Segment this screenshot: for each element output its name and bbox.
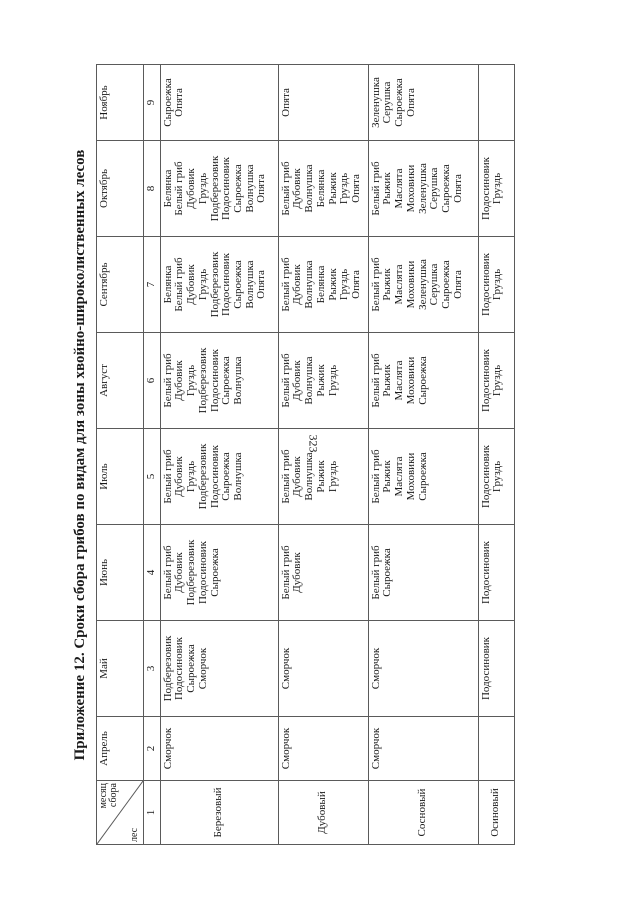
mushroom-name: Белянка <box>314 169 327 208</box>
mushroom-name: Сыроежка <box>161 78 174 127</box>
mushroom-name: Моховики <box>404 260 417 309</box>
mushroom-name: Дубовик <box>291 264 304 305</box>
mushroom-name: Подосиновик <box>173 636 186 701</box>
mushroom-name: Подосиновик <box>479 444 492 509</box>
mushroom-name: Рыжик <box>314 460 327 493</box>
column-number-row <box>144 65 161 845</box>
mushroom-name: Груздь <box>338 268 351 301</box>
mushroom-cell <box>278 333 368 429</box>
mushroom-cell <box>478 141 514 237</box>
mushroom-name: Рыжик <box>381 460 394 493</box>
mushroom-cell <box>160 237 278 333</box>
mushroom-cell <box>478 717 514 781</box>
rotated-page-content <box>72 65 612 845</box>
mushroom-name: Белый гриб <box>173 257 186 312</box>
mushroom-name: Груздь <box>491 172 504 205</box>
mushroom-name: Белый гриб <box>161 545 174 600</box>
mushroom-name: Рыжик <box>314 364 327 397</box>
mushroom-name: Подберезовик <box>196 347 209 414</box>
mushroom-name: Груздь <box>326 364 339 397</box>
mushroom-name: Моховики <box>404 356 417 405</box>
mushroom-name: Белый гриб <box>369 545 382 600</box>
mushroom-name: Рыжик <box>326 268 339 301</box>
month-header: Июнь <box>97 525 144 621</box>
mushroom-name: Рыжик <box>326 172 339 205</box>
mushroom-name: Груздь <box>185 460 198 493</box>
mushroom-name: Белый гриб <box>161 449 174 504</box>
mushroom-name: Сморчок <box>196 647 209 690</box>
mushroom-cell <box>368 717 478 781</box>
month-header: Апрель <box>97 717 144 781</box>
mushroom-cell <box>278 65 368 141</box>
mushroom-cell <box>160 65 278 141</box>
mushroom-table <box>96 64 515 845</box>
mushroom-name: Подосиновик <box>479 156 492 221</box>
mushroom-name: Сыроежка <box>231 260 244 309</box>
page-number: 323 <box>306 434 321 453</box>
column-number: 8 <box>144 141 161 237</box>
mushroom-name: Дубовик <box>173 360 186 401</box>
mushroom-name: Груздь <box>196 268 209 301</box>
mushroom-name: Опята <box>451 270 464 299</box>
mushroom-name: Сыроежка <box>393 78 406 127</box>
mushroom-cell <box>368 429 478 525</box>
mushroom-name: Опята <box>255 270 268 299</box>
column-number: 5 <box>144 429 161 525</box>
mushroom-name: Дубовик <box>173 456 186 497</box>
mushroom-name: Дубовик <box>185 168 198 209</box>
mushroom-name: Белый гриб <box>369 161 382 216</box>
mushroom-name: Волнушка <box>303 356 316 405</box>
mushroom-name: Зеленушка <box>416 163 429 214</box>
mushroom-name: Подосиновик <box>479 252 492 317</box>
mushroom-cell <box>478 237 514 333</box>
table-body <box>97 65 515 845</box>
mushroom-name: Моховики <box>404 164 417 213</box>
month-header: Ноябрь <box>97 65 144 141</box>
mushroom-name: Сыроежка <box>416 356 429 405</box>
mushroom-name: Опята <box>255 174 268 203</box>
mushroom-name: Серушка <box>428 167 441 210</box>
mushroom-cell <box>278 141 368 237</box>
column-number: 9 <box>144 65 161 141</box>
mushroom-name: Опята <box>349 270 362 299</box>
mushroom-name: Сморчок <box>369 727 382 770</box>
mushroom-name: Белый гриб <box>161 353 174 408</box>
mushroom-name: Груздь <box>338 172 351 205</box>
mushroom-cell <box>160 333 278 429</box>
mushroom-cell <box>368 525 478 621</box>
document-title: Приложение 12. Сроки сбора грибов по видам для зоны хвойно-широколиственных лесов <box>72 149 88 761</box>
mushroom-name: Серушка <box>428 263 441 306</box>
mushroom-name: Серушка <box>381 81 394 124</box>
mushroom-name: Подосиновик <box>479 348 492 413</box>
column-number: 6 <box>144 333 161 429</box>
mushroom-name: Подосиновик <box>196 540 209 605</box>
mushroom-name: Груздь <box>491 364 504 397</box>
column-number: 1 <box>144 781 161 845</box>
mushroom-cell <box>278 717 368 781</box>
mushroom-name: Белянка <box>314 265 327 304</box>
mushroom-name: Рыжик <box>381 268 394 301</box>
month-header: Май <box>97 621 144 717</box>
mushroom-cell <box>160 141 278 237</box>
mushroom-name: Подосиновик <box>220 252 233 317</box>
mushroom-name: Подберезовик <box>185 539 198 606</box>
mushroom-name: Белый гриб <box>279 545 292 600</box>
mushroom-name: Груздь <box>185 364 198 397</box>
mushroom-cell <box>160 429 278 525</box>
column-number: 2 <box>144 717 161 781</box>
forest-type-cell: Дубовый <box>278 781 368 845</box>
month-header: Июль <box>97 429 144 525</box>
mushroom-name: Рыжик <box>381 364 394 397</box>
mushroom-name: Белый гриб <box>279 161 292 216</box>
mushroom-cell <box>368 65 478 141</box>
mushroom-name: Груздь <box>326 460 339 493</box>
mushroom-name: Волнушка <box>231 356 244 405</box>
mushroom-name: Дубовик <box>291 360 304 401</box>
mushroom-name: Сыроежка <box>439 164 452 213</box>
table-row <box>278 65 368 845</box>
mushroom-cell <box>478 333 514 429</box>
mushroom-name: Сморчок <box>369 647 382 690</box>
column-number: 3 <box>144 621 161 717</box>
mushroom-name: Сыроежка <box>439 260 452 309</box>
mushroom-name: Зеленушка <box>369 77 382 128</box>
mushroom-name: Белый гриб <box>173 161 186 216</box>
mushroom-name: Дубовик <box>291 456 304 497</box>
mushroom-name: Сыроежка <box>416 452 429 501</box>
mushroom-name: Маслята <box>393 360 406 401</box>
mushroom-cell <box>160 717 278 781</box>
mushroom-name: Белый гриб <box>369 449 382 504</box>
mushroom-name: Волнушка <box>303 452 316 501</box>
mushroom-cell <box>160 525 278 621</box>
mushroom-cell <box>278 621 368 717</box>
mushroom-name: Опята <box>349 174 362 203</box>
forest-type-cell: Осиновый <box>478 781 514 845</box>
column-number: 7 <box>144 237 161 333</box>
mushroom-name: Опята <box>451 174 464 203</box>
mushroom-name: Дубовик <box>291 552 304 593</box>
corner-forest-label: лес <box>129 827 141 842</box>
mushroom-name: Сыроежка <box>381 548 394 597</box>
mushroom-name: Дубовик <box>185 264 198 305</box>
mushroom-name: Подосиновик <box>220 156 233 221</box>
mushroom-name: Рыжик <box>381 172 394 205</box>
mushroom-name: Маслята <box>393 456 406 497</box>
header-row <box>97 65 144 845</box>
mushroom-cell <box>278 237 368 333</box>
mushroom-name: Белый гриб <box>279 353 292 408</box>
mushroom-name: Дубовик <box>291 168 304 209</box>
mushroom-name: Белый гриб <box>279 257 292 312</box>
mushroom-cell <box>278 429 368 525</box>
month-header: Октябрь <box>97 141 144 237</box>
mushroom-name: Волнушка <box>243 260 256 309</box>
mushroom-cell <box>368 141 478 237</box>
forest-type-cell: Сосновый <box>368 781 478 845</box>
mushroom-name: Груздь <box>196 172 209 205</box>
mushroom-cell <box>478 525 514 621</box>
mushroom-name: Белянка <box>161 265 174 304</box>
mushroom-name: Волнушка <box>243 164 256 213</box>
mushroom-name: Маслята <box>393 168 406 209</box>
mushroom-name: Зеленушка <box>416 259 429 310</box>
mushroom-cell <box>160 621 278 717</box>
mushroom-name: Опята <box>173 88 186 117</box>
mushroom-name: Белый гриб <box>369 353 382 408</box>
mushroom-name: Сморчок <box>279 727 292 770</box>
mushroom-name: Подосиновик <box>479 540 492 605</box>
table-row <box>160 65 278 845</box>
mushroom-cell <box>478 429 514 525</box>
forest-type-cell: Березовый <box>160 781 278 845</box>
mushroom-cell <box>278 525 368 621</box>
mushroom-name: Белый гриб <box>279 449 292 504</box>
corner-month-line: месяц <box>98 783 109 809</box>
month-header: Сентябрь <box>97 237 144 333</box>
mushroom-cell <box>368 621 478 717</box>
mushroom-name: Подосиновик <box>479 636 492 701</box>
corner-month-label <box>99 783 119 808</box>
mushroom-name: Сыроежка <box>185 644 198 693</box>
mushroom-name: Волнушка <box>303 164 316 213</box>
mushroom-name: Волнушка <box>303 260 316 309</box>
mushroom-name: Подберезовик <box>208 251 221 318</box>
mushroom-name: Белянка <box>161 169 174 208</box>
mushroom-name: Опята <box>279 88 292 117</box>
mushroom-name: Подосиновик <box>208 348 221 413</box>
mushroom-cell <box>478 621 514 717</box>
mushroom-name: Моховики <box>404 452 417 501</box>
mushroom-name: Сморчок <box>161 727 174 770</box>
mushroom-name: Подберезовик <box>161 635 174 702</box>
mushroom-name: Груздь <box>491 460 504 493</box>
table-row <box>368 65 478 845</box>
mushroom-cell <box>368 333 478 429</box>
mushroom-name: Сыроежка <box>208 548 221 597</box>
mushroom-name: Подосиновик <box>208 444 221 509</box>
column-number: 4 <box>144 525 161 621</box>
table-row <box>478 65 514 845</box>
mushroom-name: Сморчок <box>279 647 292 690</box>
corner-header-cell <box>97 781 144 845</box>
mushroom-name: Сыроежка <box>220 356 233 405</box>
month-header: Август <box>97 333 144 429</box>
corner-month-line: сбора <box>108 783 119 808</box>
mushroom-name: Подберезовик <box>196 443 209 510</box>
mushroom-name: Маслята <box>393 264 406 305</box>
mushroom-name: Дубовик <box>173 552 186 593</box>
mushroom-cell <box>368 237 478 333</box>
mushroom-name: Белый гриб <box>369 257 382 312</box>
mushroom-name: Сыроежка <box>231 164 244 213</box>
mushroom-name: Груздь <box>491 268 504 301</box>
mushroom-name: Сыроежка <box>220 452 233 501</box>
mushroom-name: Опята <box>404 88 417 117</box>
mushroom-name: Волнушка <box>231 452 244 501</box>
mushroom-name: Подберезовик <box>208 155 221 222</box>
mushroom-cell <box>478 65 514 141</box>
